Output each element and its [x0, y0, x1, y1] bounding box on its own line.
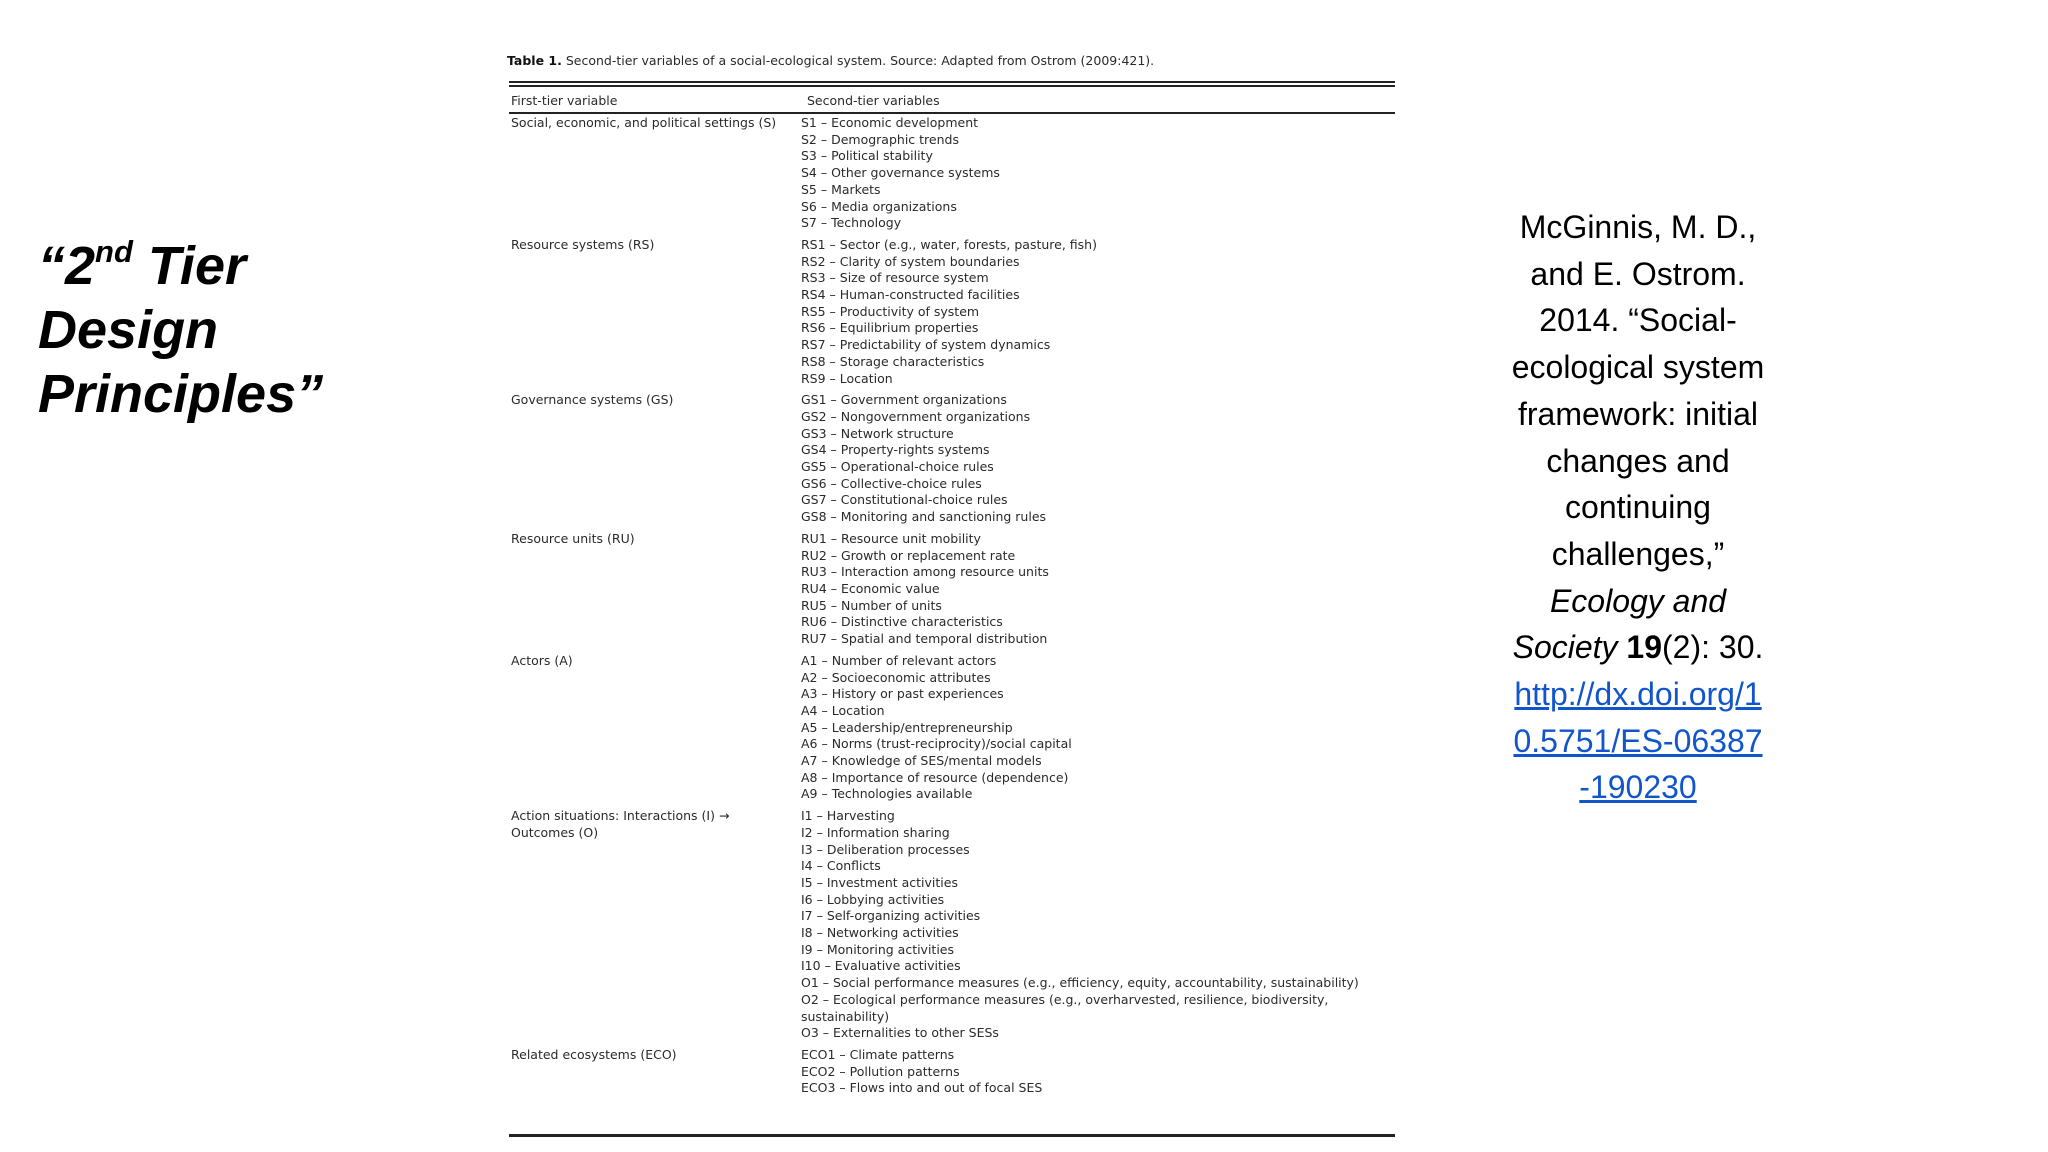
first-tier-variable: Social, economic, and political settings (S)	[511, 115, 777, 130]
second-tier-variable: S6 – Media organizations	[801, 198, 957, 214]
second-tier-variable: I7 – Self-organizing activities	[801, 908, 981, 924]
second-tier-cell	[801, 808, 1391, 1042]
citation-issue-pages: (2): 30.	[1662, 629, 1764, 666]
slide-title-superscript: nd	[95, 234, 133, 269]
second-tier-variable: RU5 – Number of units	[801, 597, 942, 613]
second-tier-variable: A4 – Location	[801, 702, 885, 718]
second-tier-variable: GS3 – Network structure	[801, 425, 954, 441]
first-tier-variable: Resource units (RU)	[511, 530, 635, 546]
second-tier-variable: S4 – Other governance systems	[801, 165, 1000, 181]
slide-title	[38, 234, 338, 426]
second-tier-variable: RS4 – Human-constructed facilities	[801, 287, 1020, 303]
second-tier-variable: GS7 – Constitutional-choice rules	[801, 492, 1008, 508]
table-row	[505, 392, 1395, 526]
table-rule-top	[509, 81, 1395, 83]
second-tier-variable: A7 – Knowledge of SES/mental models	[801, 753, 1042, 769]
second-tier-variable: A1 – Number of relevant actors	[801, 652, 997, 668]
first-tier-cell	[505, 531, 801, 648]
second-tier-variable: GS1 – Government organizations	[801, 392, 1007, 408]
second-tier-variable: RU6 – Distinctive characteristics	[801, 614, 1003, 630]
second-tier-variable: RS9 – Location	[801, 370, 893, 386]
second-tier-cell	[801, 115, 1391, 232]
first-tier-variable: Action situations: Interactions (I) → Outcomes (O)	[511, 808, 730, 840]
citation-doi-link[interactable]: http://dx.doi.org/10.5751/ES-06387-190230	[1513, 676, 1763, 806]
second-tier-cell	[801, 1047, 1391, 1097]
second-tier-variable: ECO3 – Flows into and out of focal SES	[801, 1080, 1043, 1096]
slide-title-rest: Tier Design Principles”	[38, 236, 324, 424]
second-tier-variable: I5 – Investment activities	[801, 874, 958, 890]
table-caption	[507, 53, 1154, 68]
second-tier-variable: A9 – Technologies available	[801, 786, 973, 802]
second-tier-variable: RS1 – Sector (e.g., water, forests, pasture, fish)	[801, 236, 1097, 252]
table-row	[505, 1047, 1395, 1097]
second-tier-variable: RS3 – Size of resource system	[801, 270, 989, 286]
column-header-first-tier: First-tier variable	[511, 93, 618, 108]
first-tier-variable: Governance systems (GS)	[511, 392, 674, 408]
citation-volume: 19	[1626, 629, 1663, 666]
second-tier-variable: S5 – Markets	[801, 181, 881, 197]
second-tier-cell	[801, 531, 1391, 648]
first-tier-variable: Related ecosystems (ECO)	[511, 1046, 677, 1062]
second-tier-variable: S7 – Technology	[801, 215, 902, 231]
second-tier-variable: A5 – Leadership/entrepreneurship	[801, 719, 1013, 735]
second-tier-variable: RU2 – Growth or replacement rate	[801, 547, 1016, 563]
second-tier-variable: O3 – Externalities to other SESs	[801, 1025, 999, 1041]
first-tier-cell	[505, 1047, 801, 1097]
second-tier-variable: I10 – Evaluative activities	[801, 958, 961, 974]
second-tier-cell	[801, 392, 1391, 526]
second-tier-variable: RS6 – Equilibrium properties	[801, 320, 979, 336]
first-tier-cell	[505, 808, 801, 1042]
second-tier-variable: S1 – Economic development	[801, 115, 979, 130]
citation-block	[1510, 204, 1766, 811]
first-tier-variable: Actors (A)	[511, 652, 573, 668]
slide-title-open: “2	[38, 236, 96, 296]
second-tier-variable: RS8 – Storage characteristics	[801, 353, 985, 369]
second-tier-variable: O1 – Social performance measures (e.g., efficiency, equity, accountability, sustainability)	[801, 975, 1359, 991]
second-tier-variable: GS6 – Collective-choice rules	[801, 475, 982, 491]
table-body	[505, 115, 1395, 1102]
second-tier-variable: I4 – Conflicts	[801, 858, 881, 874]
second-tier-variable: I1 – Harvesting	[801, 808, 895, 824]
table-row	[505, 115, 1395, 232]
second-tier-variable: RS2 – Clarity of system boundaries	[801, 253, 1020, 269]
second-tier-variable: GS2 – Nongovernment organizations	[801, 408, 1031, 424]
second-tier-variable: S2 – Demographic trends	[801, 131, 959, 147]
table-caption-text: Second-tier variables of a social-ecological system. Source: Adapted from Ostrom (2009:421).	[561, 53, 1155, 68]
table-rule-bottom	[509, 1134, 1395, 1137]
table-caption-label: Table 1.	[507, 53, 562, 68]
second-tier-variable: ECO1 – Climate patterns	[801, 1046, 955, 1062]
table-row	[505, 653, 1395, 803]
second-tier-variable: I9 – Monitoring activities	[801, 941, 955, 957]
first-tier-cell	[505, 237, 801, 387]
second-tier-variable: ECO2 – Pollution patterns	[801, 1063, 960, 1079]
second-tier-variable: I8 – Networking activities	[801, 925, 959, 941]
column-header-second-tier: Second-tier variables	[807, 93, 940, 108]
second-tier-variable: RU3 – Interaction among resource units	[801, 564, 1049, 580]
second-tier-variable: GS4 – Property-rights systems	[801, 442, 990, 458]
second-tier-cell	[801, 653, 1391, 803]
second-tier-variable: RU7 – Spatial and temporal distribution	[801, 631, 1048, 647]
second-tier-variable: I3 – Deliberation processes	[801, 841, 970, 857]
citation-authors: McGinnis, M. D., and E. Ostrom. 2014. “Social-ecological system framework: initial changes and continuing challenges,”	[1511, 209, 1765, 572]
second-tier-variable: GS5 – Operational-choice rules	[801, 459, 994, 475]
citation-journal: Ecology and Society	[1512, 582, 1727, 666]
second-tier-variable: O2 – Ecological performance measures (e.g., overharvested, resilience, biodiversity, sustainability)	[801, 991, 1329, 1024]
second-tier-variable: I2 – Information sharing	[801, 824, 950, 840]
second-tier-variable: RS7 – Predictability of system dynamics	[801, 337, 1051, 353]
second-tier-variable: RU1 – Resource unit mobility	[801, 530, 981, 546]
table-rule-header	[509, 112, 1395, 114]
table-figure	[505, 48, 1395, 1138]
second-tier-variable: A6 – Norms (trust-reciprocity)/social capital	[801, 736, 1072, 752]
second-tier-cell	[801, 237, 1391, 387]
table-row	[505, 808, 1395, 1042]
second-tier-variable: A3 – History or past experiences	[801, 686, 1004, 702]
second-tier-variable: A8 – Importance of resource (dependence)	[801, 769, 1069, 785]
first-tier-cell	[505, 653, 801, 803]
second-tier-variable: S3 – Political stability	[801, 148, 933, 164]
second-tier-variable: RU4 – Economic value	[801, 580, 940, 596]
first-tier-variable: Resource systems (RS)	[511, 236, 655, 252]
table-row	[505, 531, 1395, 648]
second-tier-variable: A2 – Socioeconomic attributes	[801, 669, 991, 685]
table-row	[505, 237, 1395, 387]
table-rule-top-double	[509, 85, 1395, 87]
second-tier-variable: RS5 – Productivity of system	[801, 303, 980, 319]
first-tier-cell	[505, 392, 801, 526]
second-tier-variable: GS8 – Monitoring and sanctioning rules	[801, 509, 1047, 525]
second-tier-variable: I6 – Lobbying activities	[801, 891, 945, 907]
first-tier-cell	[505, 115, 801, 232]
